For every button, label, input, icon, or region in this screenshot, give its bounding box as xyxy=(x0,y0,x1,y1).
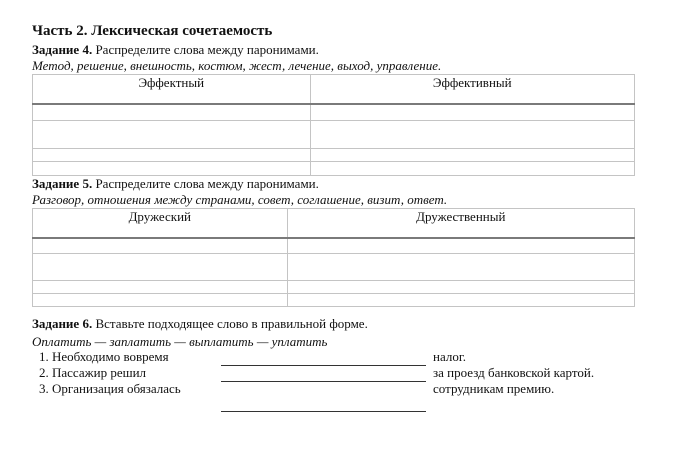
task6-item-3-text: 3. Организация обязалась xyxy=(39,381,181,396)
task4-words: Метод, решение, внешность, костюм, жест, лечение, выход, управление. xyxy=(32,58,442,73)
answer-blank-1[interactable] xyxy=(221,365,426,366)
task4-heading xyxy=(32,42,319,58)
task6-words: Оплатить — заплатить — выплатить — уплатить xyxy=(32,334,328,349)
task5-words: Разговор, отношения между странами, совет, соглашение, визит, ответ. xyxy=(32,192,448,207)
task4-label: Задание 4. xyxy=(32,42,93,57)
table-cell xyxy=(33,254,288,281)
table-cell xyxy=(310,104,634,121)
table-cell xyxy=(33,294,288,307)
task4-col-effektivny: Эффективный xyxy=(310,75,634,104)
table-cell xyxy=(310,149,634,162)
task6-heading xyxy=(32,316,368,332)
table-cell xyxy=(33,149,311,162)
table-cell xyxy=(287,281,634,294)
task6-item-3-ending: сотрудникам премию. xyxy=(433,381,555,396)
task4-table xyxy=(32,74,635,176)
task6-item-2-text: 2. Пассажир решил xyxy=(39,365,147,380)
task5-label: Задание 5. xyxy=(32,176,93,191)
task5-col-druzheskiy: Дружеский xyxy=(33,209,288,238)
task5-heading xyxy=(32,176,319,192)
answer-blank-2[interactable] xyxy=(221,381,426,382)
task6-item-2-ending: за проезд банковской картой. xyxy=(433,365,595,380)
task4-col-effektny: Эффектный xyxy=(33,75,311,104)
table-cell xyxy=(33,121,311,149)
task5-col-druzhestvenny: Дружественный xyxy=(287,209,634,238)
table-cell xyxy=(33,162,311,176)
task6-instruction: Вставьте подходящее слово в правильной форме. xyxy=(95,316,368,331)
task6-item-1-text: 1. Необходимо вовремя xyxy=(39,349,169,364)
task5-instruction: Распределите слова между паронимами. xyxy=(95,176,319,191)
answer-blank-3[interactable] xyxy=(221,411,426,412)
task6-label: Задание 6. xyxy=(32,316,93,331)
table-cell xyxy=(310,121,634,149)
task5-table xyxy=(32,208,635,307)
table-cell xyxy=(287,294,634,307)
part-title: Часть 2. Лексическая сочетаемость xyxy=(32,23,273,39)
table-cell xyxy=(287,238,634,254)
task4-instruction: Распределите слова между паронимами. xyxy=(95,42,319,57)
task6-item-1-ending: налог. xyxy=(433,349,466,364)
table-cell xyxy=(33,238,288,254)
table-cell xyxy=(33,104,311,121)
table-cell xyxy=(287,254,634,281)
table-cell xyxy=(310,162,634,176)
table-cell xyxy=(33,281,288,294)
